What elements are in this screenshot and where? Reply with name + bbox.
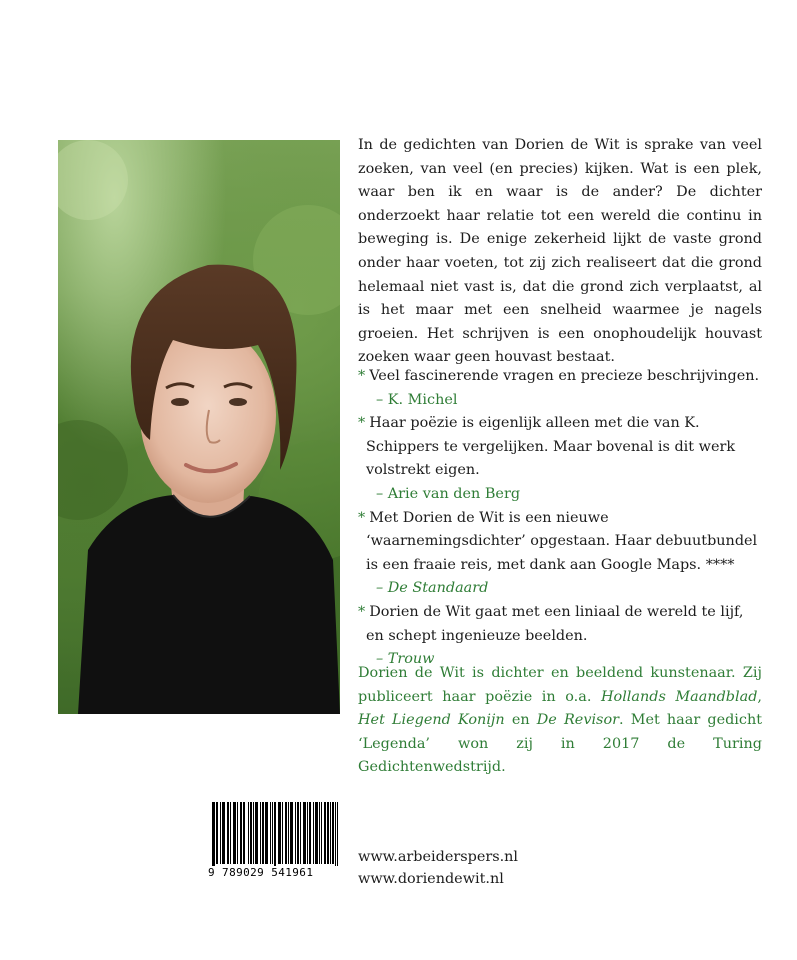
barcode-bar [263, 802, 264, 864]
barcode-bar [228, 802, 229, 864]
barcode-bar [317, 802, 318, 864]
review-quote [358, 507, 762, 601]
barcode-bar [282, 802, 283, 864]
barcode-bar [324, 802, 325, 864]
barcode-bar [303, 802, 304, 864]
asterisk-icon: * [358, 509, 366, 526]
barcode-bar [227, 802, 228, 864]
quote-text: Veel fascinerende vragen en precieze beschrijvingen. [369, 368, 760, 384]
quote-author: – De Standaard [376, 580, 489, 597]
barcode-bar [290, 802, 291, 864]
barcode-bar [270, 802, 271, 864]
barcode-bar [325, 802, 326, 864]
barcode-bar [305, 802, 306, 864]
quote-author: – K. Michel [376, 391, 458, 408]
barcode-bar [330, 802, 331, 864]
barcode-bar [300, 802, 301, 864]
barcode-bar [272, 802, 273, 864]
barcode-bar [291, 802, 292, 864]
barcode-bar [217, 802, 218, 864]
barcode-bar [321, 802, 322, 864]
quote-author: – Arie van den Berg [376, 485, 521, 502]
barcode-bar [316, 802, 317, 864]
magazine-title: De Revisor [536, 712, 619, 729]
barcode-bar [292, 802, 293, 864]
barcode-bar [275, 802, 276, 872]
barcode-bar [253, 802, 254, 864]
barcode-bar [248, 802, 249, 864]
barcode-bar [280, 802, 281, 864]
website-links [358, 846, 518, 890]
barcode-bar [333, 802, 334, 864]
barcode-bar [297, 802, 298, 864]
publisher-url[interactable]: www.arbeiderspers.nl [358, 849, 519, 865]
barcode-bar [285, 802, 286, 864]
barcode-bar [257, 802, 258, 864]
barcode-bar [266, 802, 267, 864]
author-photo [58, 140, 340, 714]
barcode-bar [335, 802, 336, 872]
barcode-bar [332, 802, 333, 864]
quote-text: Haar poëzie is eigenlijk alleen met die van K. Schippers te vergelijken. Maar bovenal is dit werk volstrekt eigen. [366, 415, 736, 479]
barcode-bar [243, 802, 244, 864]
barcode-bar [260, 802, 261, 864]
magazine-title: Hollands Maandblad [600, 688, 758, 705]
barcode-bar [214, 802, 215, 872]
isbn-barcode [206, 802, 336, 890]
barcode-bar [327, 802, 328, 864]
barcode-bar [315, 802, 316, 864]
barcode-bar [295, 802, 296, 864]
author-url[interactable]: www.doriendewit.nl [358, 871, 504, 887]
barcode-bar [251, 802, 252, 864]
barcode-bar [304, 802, 305, 864]
barcode-bar [244, 802, 245, 864]
barcode-bar [262, 802, 263, 864]
author-bio: Dorien de Wit is dichter en beeldend kunstenaar. Zij publiceert haar poëzie in o.a. Hollands Maandblad, Het Liegend Konijn en De Revisor. Met haar gedicht ‘Legenda’ won zij in 2017 de Turing Gedichtenwedstrijd. [358, 665, 763, 776]
barcode-bar [235, 802, 236, 864]
barcode-bar [222, 802, 223, 864]
barcode-bars [206, 802, 340, 872]
barcode-bar [278, 802, 279, 864]
barcode-bar [223, 802, 224, 864]
barcode-bar [274, 802, 275, 872]
barcode-bar [313, 802, 314, 864]
barcode-bar [216, 802, 217, 864]
barcode-bar [286, 802, 287, 864]
barcode-bar [233, 802, 234, 864]
review-quote [358, 365, 762, 412]
barcode-bar [256, 802, 257, 864]
barcode-bar [307, 802, 308, 864]
asterisk-icon: * [358, 415, 366, 432]
review-quote [358, 412, 762, 506]
barcode-bar [213, 802, 214, 872]
barcode-bar [234, 802, 235, 864]
book-description: In de gedichten van Dorien de Wit is sprake van veel zoeken, van veel (en precies) kijken. Wat is een plek, waar ben ik en waar is de ander? De dichter onderzoekt haar relatie tot een wereld die continu in beweging is. De enige zekerheid lijkt de vaste grond onder haar voeten, tot zij zich realiseert dat die grond helemaal niet vast is, dat die grond zich verplaatst, al is het maar met een snelheid waarmee je nagels groeien. Het schrijven is een onophoudelijk houvast zoeken waar geen houvast bestaat. [358, 137, 762, 366]
barcode-bar [220, 802, 221, 864]
barcode-bar [267, 802, 268, 864]
barcode-bar [288, 802, 289, 864]
barcode-bar [230, 802, 231, 864]
barcode-bar [241, 802, 242, 864]
barcode-bar [240, 802, 241, 864]
isbn-number: 9 789029 541961 [206, 866, 342, 879]
barcode-bar [279, 802, 280, 864]
asterisk-icon: * [358, 368, 366, 384]
barcode-bar [328, 802, 329, 864]
barcode-bar [319, 802, 320, 864]
barcode-bar [265, 802, 266, 864]
review-quotes [358, 365, 762, 672]
barcode-bar [309, 802, 310, 864]
barcode-bar [224, 802, 225, 864]
barcode-bar [310, 802, 311, 864]
barcode-bar [250, 802, 251, 864]
asterisk-icon: * [358, 603, 366, 620]
quote-author: – Trouw [376, 651, 435, 668]
barcode-bar [212, 802, 213, 872]
barcode-bar [298, 802, 299, 864]
barcode-bar [255, 802, 256, 864]
magazine-title: Het Liegend Konijn [358, 712, 505, 729]
quote-text: Met Dorien de Wit is een nieuwe ‘waarnemingsdichter’ opgestaan. Haar debuutbundel is een fraaie reis, met dank aan Google Maps. **** [366, 509, 758, 573]
quote-text: Dorien de Wit gaat met een liniaal de wereld te lijf, en schept ingenieuze beelden. [366, 603, 744, 644]
barcode-bar [237, 802, 238, 864]
barcode-bar [337, 802, 338, 872]
